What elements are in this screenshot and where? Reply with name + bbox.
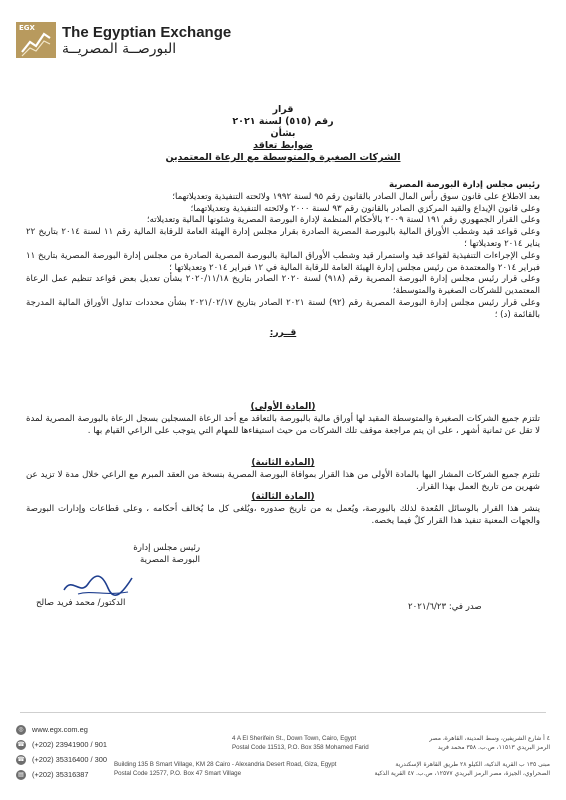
footer-divider: [20, 712, 546, 713]
phone-row-1: [16, 737, 107, 752]
address-ar-downtown: [350, 734, 550, 752]
preamble-line: بعد الاطلاع على قانون سوق رأس المال الصادر بالقانون رقم ٩٥ لسنة ١٩٩٢ ولائحته التنفيذية وتعديلاتهما؛: [172, 191, 540, 202]
decision-number: رقم (٥١٥) لسنة ٢٠٢١: [232, 116, 334, 127]
article-heading: (المادة الثانية): [251, 458, 315, 468]
logo-mark-text: EGX: [19, 24, 35, 32]
decision-concerning: بشأن: [270, 128, 296, 139]
article-1: [26, 402, 540, 437]
address-line: الرمز البريدي ١١٥١٣، ص.ب. ٣٥٨ محمد فريد: [437, 744, 550, 751]
preamble-line: وعلى الإجراءات التنفيذية لقواعد قيد واستمرار قيد وشطب الأوراق المالية بالبورصة المصرية الصادرة من مجلس إدارة البورصة المصرية بتاريخ ١١ فبراير ٢٠١٤ والمعتمدة من رئيس مجلس إدارة الهيئة العامة للرقابة المالية في ١٢ فبراير ٢٠١٤ وتعديلاتها ؛: [26, 250, 540, 273]
phone-icon: ☎: [17, 741, 25, 748]
website-row[interactable]: [16, 722, 107, 737]
article-text: تلتزم جميع الشركات المشار اليها بالمادة الأولى من هذا القرار بموافاة البورصة المصرية بنسخة من العقد المبرم مع الراعي خلال مدة لا تزيد عن شهرين من تاريخ العمل بهذا القرار.: [26, 469, 540, 492]
address-line: مبنى ١٣٥ ب القرية الذكية، الكيلو ٢٨ طريق القاهرة الإسكندرية: [395, 761, 550, 768]
preamble-line: وعلى قرار رئيس مجلس إدارة البورصة المصرية رقم (٩١٨) لسنة ٢٠٢٠ الصادر بتاريخ ٢٠٢٠/١١/١٨ بشأن تعديل بعض قواعد تنظيم عمل الرعاة المعتمدين للشركات الصغيرة والمتوسطة؛: [26, 274, 540, 297]
handwritten-signature: [58, 566, 138, 600]
preamble-line: وعلى قانون الإيداع والقيد المركزي الصادر بالقانون رقم ٩٣ لسنة ٢٠٠٠ ولائحته التنفيذية وتعديلاتهما؛: [190, 203, 540, 214]
signatory-name: الدكتور/ محمد فريد صالح: [36, 598, 126, 608]
preamble-line: وعلى قرار رئيس مجلس إدارة البورصة المصرية رقم (٩٢) لسنة ٢٠٢١ الصادر بتاريخ ٢٠٢١/٠٢/١٧ بشأن محددات تداول الأوراق المالية المدرجة بالقائمة (د) ؛: [26, 297, 540, 320]
article-2: [26, 458, 540, 493]
preamble-line: وعلى القرار الجمهوري رقم ١٩١ لسنة ٢٠٠٩ بالأحكام المنظمة لإدارة البورصة المصرية وشئونها المالية وتعديلاته؛: [146, 215, 540, 226]
article-text: تلتزم جميع الشركات الصغيرة والمتوسطة المقيد لها أوراق مالية بالبورصة بالتعاقد مع أحد الرعاة المسجلين بسجل الرعاة بالبورصة المصرية لمدة لا تقل عن ثمانية أشهر ، على ان يتم مراجعة موقف تلك الشركات من حيث استيفاءها للمهام التي يتوجب على الراعي القيام بها .: [26, 413, 540, 436]
egx-logo-mark: [16, 22, 56, 58]
address-line: ٤ أ شارع الشريفين، وسط المدينة، القاهرة، مصر: [429, 735, 550, 742]
exchange-name-en: The Egyptian Exchange: [62, 23, 232, 41]
fax-row: [16, 767, 107, 782]
signature-title-2: البورصة المصرية: [140, 555, 200, 565]
phone-icon: ☎: [17, 756, 25, 763]
decides-heading: قــرر:: [269, 327, 297, 338]
address-line: Postal Code 11513, P.O. Box 358 Mohamed Farid: [232, 744, 369, 751]
address-ar-smart-village: [338, 760, 550, 778]
preamble-line: وعلى قواعد قيد وشطب الأوراق المالية بالبورصة المصرية الصادرة بقرار مجلس إدارة الهيئة العامة للرقابة المالية رقم ١١ لسنة ٢٠١٤ بتاريخ ٢٢ يناير ٢٠١٤ وتعديلاتها ؛: [26, 227, 540, 249]
globe-icon: ◎: [16, 725, 26, 735]
article-3: [26, 492, 540, 527]
website-text: www.egx.com.eg: [32, 725, 88, 734]
address-en-smart-village: [114, 760, 336, 778]
address-line: الصحراوي، الجيزة، مصر الرمز البريدي ١٢٥٧٧، ص.ب. ٤٧ القرية الذكية: [374, 770, 550, 777]
preamble-authority: رئيس مجلس إدارة البورصة المصرية: [388, 180, 540, 190]
phone-1: (+202) 23941900 / 901: [32, 740, 107, 749]
fax-number: (+202) 35316387: [32, 770, 89, 779]
exchange-name-ar: البورصــة المصريــة: [62, 40, 177, 57]
address-en-downtown: [232, 734, 369, 752]
article-heading: (المادة الثالثة): [251, 492, 315, 502]
article-text: ينشر هذا القرار بالوسائل المُعدة لذلك بالبورصة، ويُعمل به من تاريخ صدوره ،ويُلغى كل ما يُخالف أحكامه ، وعلى قطاعات وإدارات البورصة والجهات المعنية تنفيذ هذا القرار كلٌ فيما يخصه.: [26, 503, 540, 526]
phone-row-2: [16, 752, 107, 767]
signature-title-1: رئيس مجلس إدارة: [133, 543, 200, 553]
preamble: [26, 180, 540, 339]
footer-contacts: [16, 722, 107, 782]
address-line: 4 A El Sherifein St., Down Town, Cairo, Egypt: [232, 735, 357, 742]
egx-logo: [16, 22, 231, 58]
phone-2: (+202) 35316400 / 300: [32, 755, 107, 764]
issue-date: صدر في: ٢٠٢١/٦/٢٣: [408, 602, 482, 612]
decision-subject-1: ضوابط تعاقد: [253, 140, 313, 151]
article-heading: (المادة الأولى): [250, 402, 316, 412]
fax-icon: ▤: [16, 770, 26, 780]
address-line: Building 135 B Smart Village, KM 28 Cairo - Alexandria Desert Road, Giza, Egypt: [114, 761, 337, 768]
decision-title-block: [26, 104, 540, 164]
decision-title: قرار: [272, 104, 294, 115]
decision-subject-2: الشركات الصغيرة والمتوسطة مع الرعاة المعتمدين: [165, 152, 401, 163]
signature-block: [110, 542, 200, 566]
address-line: Postal Code 12577, P.O. Box 47 Smart Village: [114, 770, 242, 777]
